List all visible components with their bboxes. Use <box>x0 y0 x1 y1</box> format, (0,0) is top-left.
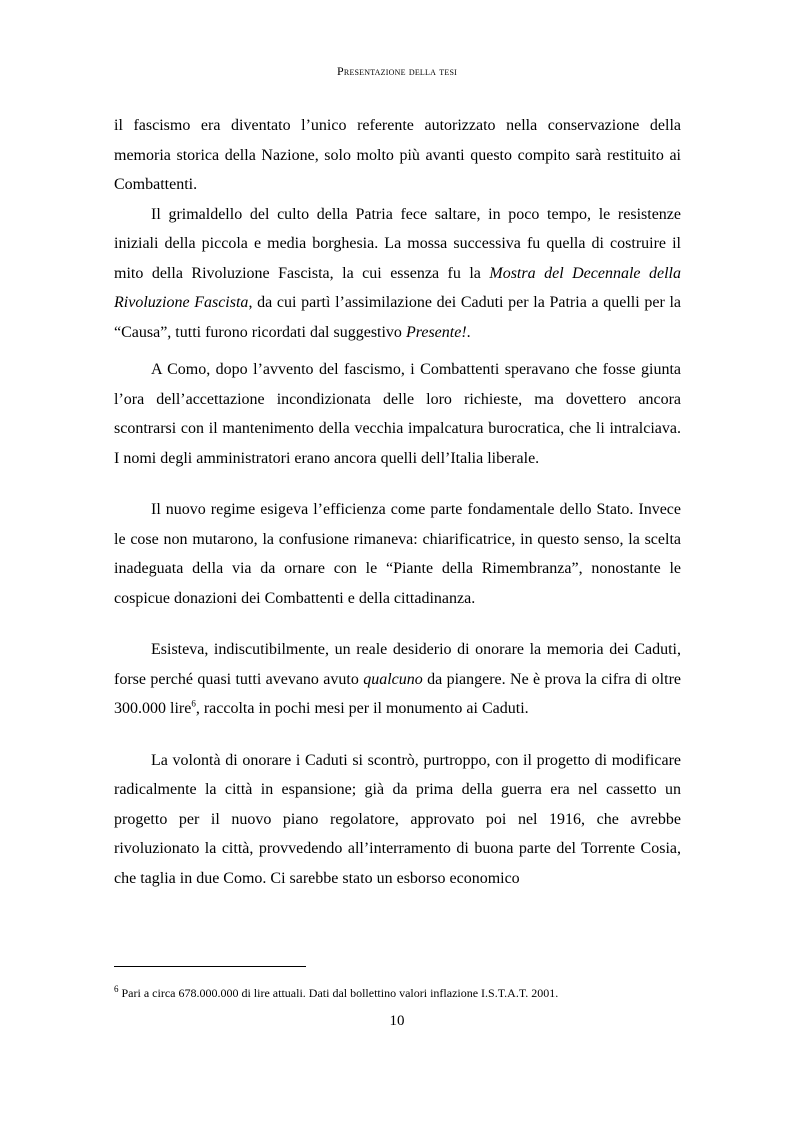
paragraph-5-text-a: Esisteva, indiscutibilmente, un reale desiderio di onorare la memoria dei Caduti, forse perché quasi tutti avevano avuto <box>114 641 681 688</box>
body-text <box>114 111 681 893</box>
page-number: 10 <box>389 1013 405 1029</box>
paragraph-2-text-a: Il grimaldello del culto della Patria fece saltare, in poco tempo, le resistenze iniziali della piccola e media borghesia. La mossa successiva fu quella di costruire il mito della Rivoluzione Fascista, la cui essenza fu la <box>114 205 681 282</box>
qualcuno-italic: qualcuno <box>363 670 423 688</box>
footnote <box>114 985 681 1001</box>
paragraph-5 <box>114 635 681 724</box>
paragraph-5-text-b: da piangere. Ne è prova la cifra di oltre 300.000 lire <box>114 670 681 717</box>
paragraph-4: Il nuovo regime esigeva l’efficienza come parte fondamentale dello Stato. Invece le cose non mutarono, la confusione rimaneva: chiarificatrice, in questo senso, la scelta inadeguata della via da ornare con le “Piante della Rimembranza”, nonostante le cospicue donazioni dei Combattenti e della cittadinanza. <box>114 501 681 607</box>
mostra-title-italic: Mostra del Decennale della Rivoluzione Fascista <box>114 264 681 311</box>
paragraph-5-text-c: , raccolta in pochi mesi per il monumento ai Caduti. <box>195 700 529 717</box>
paragraph-3: A Como, dopo l’avvento del fascismo, i Combattenti speravano che fosse giunta l’ora dell’accettazione incondizionata delle loro richieste, ma dovettero ancora scontrarsi con il mantenimento della vecchia impalcatura burocratica, che li intralciava. I nomi degli amministratori erano ancora quelli dell’Italia liberale. <box>114 361 681 467</box>
footnote-text: Pari a circa 678.000.000 di lire attuali. Dati dal bollettino valori inflazione I.S.T.A.T. 2001. <box>118 986 559 1000</box>
presente-italic: Presente! <box>405 323 467 341</box>
paragraph-6: La volontà di onorare i Caduti si scontrò, purtroppo, con il progetto di modificare radicalmente la città in espansione; già da prima della guerra era nel cassetto un progetto per il nuovo piano regolatore, approvato poi nel 1916, che avrebbe rivoluzionato la città, provvedendo all’interramento di buona parte del Torrente Cosia, che taglia in due Como. Ci sarebbe stato un esborso economico <box>114 751 681 887</box>
footnote-marker: 6 <box>114 984 119 994</box>
paragraph-2-text-b: , da cui partì l’assimilazione dei Caduti per la Patria a quelli per la “Causa”, tutti furono ricordati dal suggestivo <box>114 294 681 341</box>
footnote-separator <box>114 966 306 967</box>
footnote-reference[interactable]: 6 <box>191 698 196 709</box>
paragraph-1: il fascismo era diventato l’unico referente autorizzato nella conservazione della memoria storica della Nazione, solo molto più avanti questo compito sarà restituito ai Combattenti. <box>114 117 681 193</box>
paragraph-2 <box>114 200 681 348</box>
running-header: Presentazione della tesi <box>337 64 457 78</box>
paragraph-2-text-c: . <box>466 323 471 341</box>
